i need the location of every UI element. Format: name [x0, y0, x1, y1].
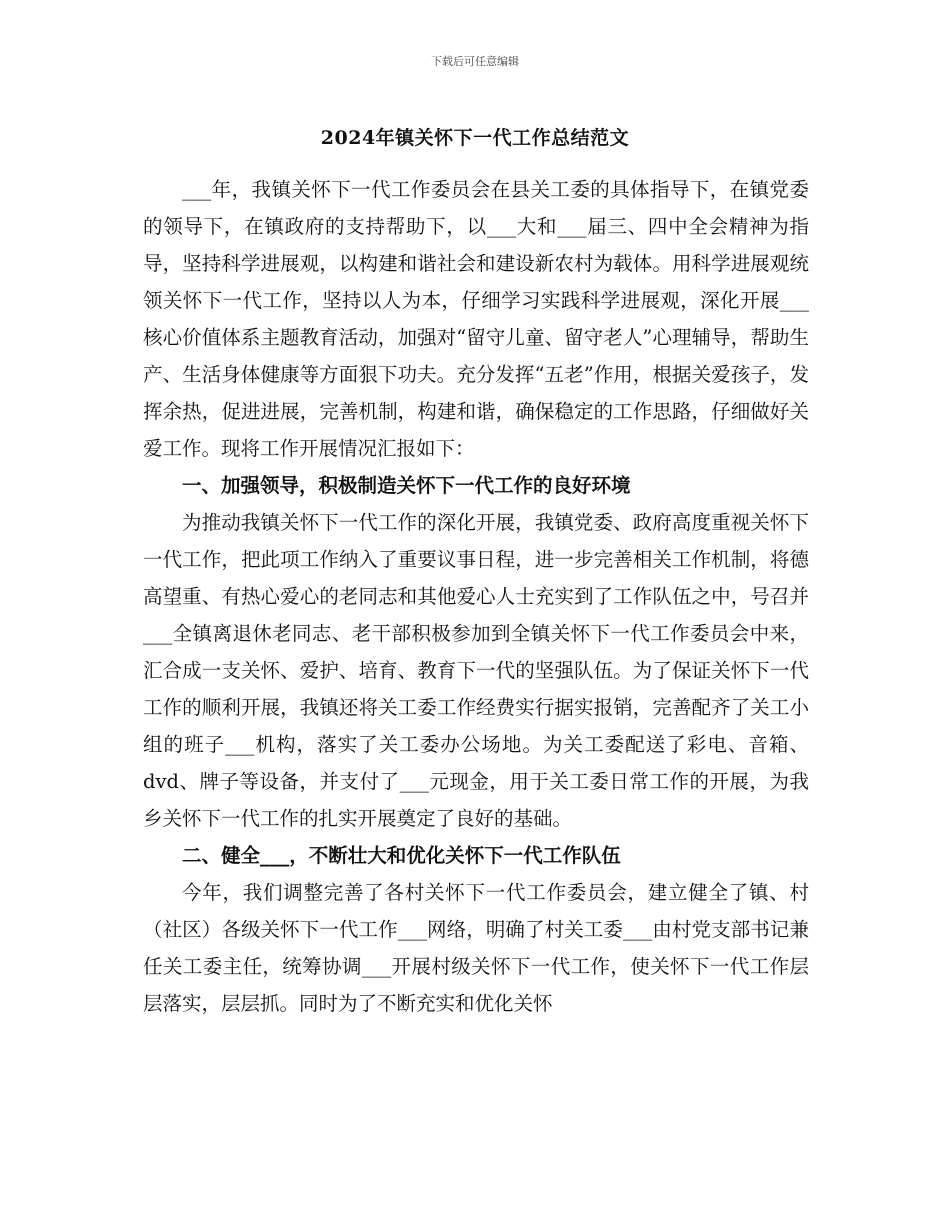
document-body	[143, 171, 809, 1022]
header-note: 下载后可任意编辑	[431, 55, 519, 68]
section-2-paragraph: 今年，我们调整完善了各村关怀下一代工作委员会，建立健全了镇、村（社区）各级关怀下一代工作___网络，明确了村关工委___由村党支部书记兼任关工委主任，统筹协调___开展村级关怀下一代工作，使关怀下一代工作层层落实，层层抓。同时为了不断充实和优化关怀	[143, 881, 809, 1015]
section-1-paragraph: 为推动我镇关怀下一代工作的深化开展，我镇党委、政府高度重视关怀下一代工作，把此项工作纳入了重要议事日程，进一步完善相关工作机制，将德高望重、有热心爱心的老同志和其他爱心人士充实到了工作队伍之中，号召并___全镇离退休老同志、老干部积极参加到全镇关怀下一代工作委员会中来，汇合成一支关怀、爱护、培育、教育下一代的坚强队伍。为了保证关怀下一代工作的顺利开展，我镇还将关工委工作经费实行据实报销，完善配齐了关工小组的班子___机构，落实了关工委办公场地。为关工委配送了彩电、音箱、dvd、牌子等设备，并支付了___元现金，用于关工委日常工作的开展，为我乡关怀下一代工作的扎实开展奠定了良好的基础。	[143, 511, 809, 830]
intro-paragraph: ___年，我镇关怀下一代工作委员会在县关工委的具体指导下，在镇党委的领导下，在镇政府的支持帮助下，以___大和___届三、四中全会精神为指导，坚持科学进展观，以构建和谐社会和建设新农村为载体。用科学进展观统领关怀下一代工作，坚持以人为本，仔细学习实践科学进展观，深化开展___核心价值体系主题教育活动，加强对“留守儿童、留守老人”心理辅导，帮助生产、生活身体健康等方面狠下功夫。充分发挥“五老”作用，根据关爱孩子，发挥余热，促进进展，完善机制，构建和谐，确保稳定的工作思路，仔细做好关爱工作。现将工作开展情况汇报如下：	[143, 178, 809, 460]
section-heading-2: 二、健全___，不断壮大和优化关怀下一代工作队伍	[182, 844, 621, 867]
section-heading-1: 一、加强领导，积极制造关怀下一代工作的良好环境	[182, 474, 631, 497]
document-title: 2024年镇关怀下一代工作总结范文	[320, 127, 630, 149]
